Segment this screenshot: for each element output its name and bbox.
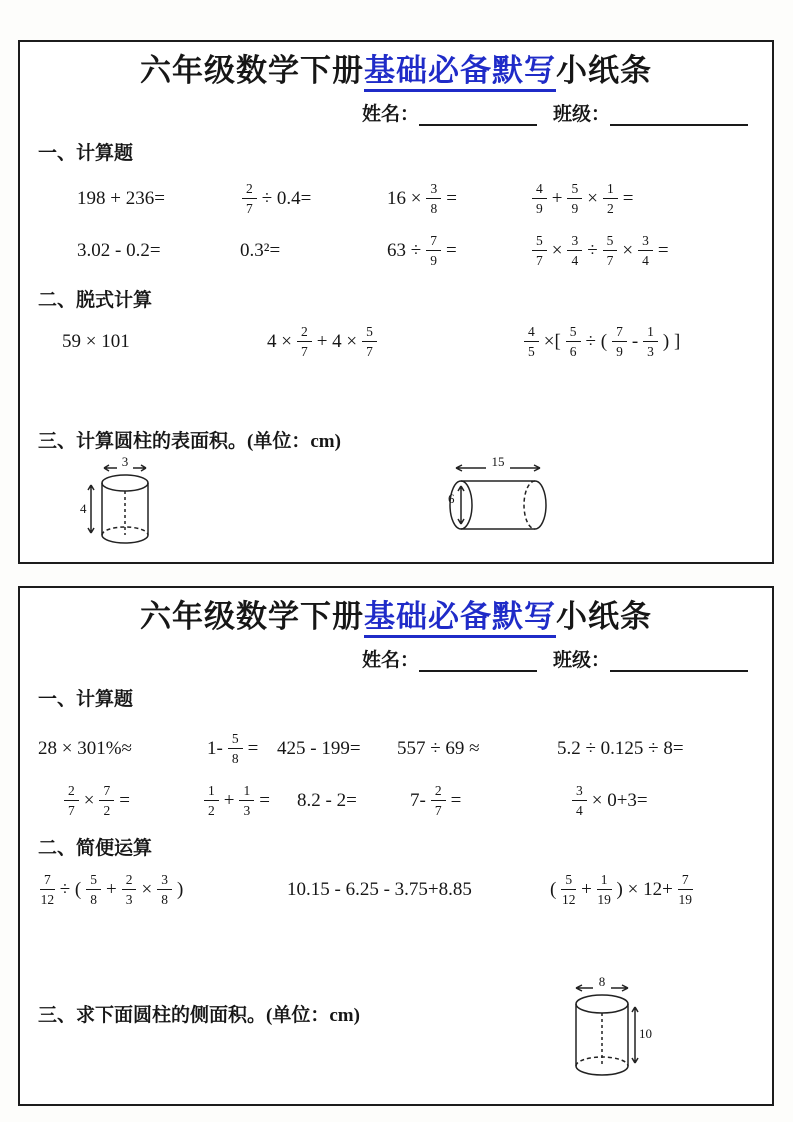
name-class-line <box>38 645 754 672</box>
math-text: 10.15 - 6.25 - 3.75+8.85 <box>287 878 472 900</box>
cylinder-figures-row <box>38 455 754 551</box>
cylinder-height-label: 10 <box>639 1025 652 1041</box>
math-text: × <box>587 187 598 209</box>
fraction: $\frac{1}{19}$ <box>597 872 611 907</box>
title-part-2: 小纸条 <box>556 599 652 634</box>
math-problem <box>387 177 530 221</box>
math-problem <box>387 229 530 273</box>
title-part-1: 六年级数学下册 <box>140 53 364 88</box>
title-highlight: 基础必备默写 <box>364 53 556 92</box>
worksheet-panel-1 <box>18 40 774 564</box>
cylinder-outline <box>450 465 546 529</box>
math-problem <box>570 779 754 823</box>
offhand-row <box>38 320 754 364</box>
worksheet-title <box>38 52 754 91</box>
fraction: $\frac{5}{7}$ <box>532 234 547 267</box>
fraction: $\frac{7}{9}$ <box>612 325 627 358</box>
math-problem <box>397 727 557 771</box>
vertical-cylinder-figure <box>562 976 658 1084</box>
section1-heading: 一、计算题 <box>38 142 134 164</box>
math-text: 3.02 - 0.2= <box>77 239 161 261</box>
fraction: $\frac{5}{7}$ <box>362 325 377 358</box>
math-text: = <box>247 737 259 759</box>
math-text: = <box>446 187 457 209</box>
fraction: $\frac{2}{7}$ <box>297 325 312 358</box>
math-text: = <box>119 789 130 811</box>
math-text: 8.2 - 2= <box>297 789 357 811</box>
fraction: $\frac{1}{2}$ <box>603 182 618 215</box>
math-text: 5.2 ÷ 0.125 ÷ 8= <box>557 737 684 759</box>
math-text: ) <box>176 878 184 900</box>
math-expression <box>267 325 379 358</box>
math-text: ÷ ( <box>585 330 608 352</box>
class-blank-line <box>610 104 748 126</box>
math-text: 63 ÷ <box>387 239 422 261</box>
math-problem <box>410 779 570 823</box>
fraction: $\frac{3}{4}$ <box>572 784 587 817</box>
name-blank-line <box>419 104 537 126</box>
fraction: $\frac{2}{7}$ <box>242 182 257 215</box>
math-expression <box>397 738 480 760</box>
section2-heading: 二、脱式计算 <box>38 289 153 311</box>
math-problem <box>297 779 410 823</box>
class-label: 班级： <box>552 649 610 671</box>
math-text: × <box>83 789 95 811</box>
offhand-row <box>38 868 754 912</box>
math-problem <box>557 727 754 771</box>
fraction: $\frac{5}{12}$ <box>561 872 576 907</box>
math-expression <box>77 240 161 262</box>
fraction: $\frac{1}{3}$ <box>643 325 658 358</box>
fraction: $\frac{2}{3}$ <box>122 873 137 906</box>
math-problem <box>38 868 287 912</box>
math-expression <box>38 738 132 760</box>
math-problem <box>38 727 207 771</box>
math-text: × <box>551 239 563 261</box>
math-expression <box>557 738 684 760</box>
math-expression <box>38 873 183 906</box>
math-problem <box>522 320 754 364</box>
calc-row-1 <box>38 727 754 771</box>
math-problem <box>207 727 277 771</box>
math-text: = <box>259 789 270 811</box>
cylinder-height-label: 4 <box>80 500 87 516</box>
title-part-1: 六年级数学下册 <box>140 599 364 634</box>
math-expression <box>530 182 633 215</box>
worksheet-panel-2 <box>18 586 774 1106</box>
cylinder-outline <box>88 465 148 543</box>
math-problem <box>77 229 240 273</box>
math-text: 198 + 236= <box>77 187 165 209</box>
math-expression <box>522 325 680 358</box>
math-text: × 0+3= <box>591 789 648 811</box>
math-expression <box>570 784 648 817</box>
name-class-line <box>38 99 754 126</box>
name-blank-line <box>419 650 537 672</box>
fraction: $\frac{5}{8}$ <box>86 873 101 906</box>
math-problem <box>277 727 397 771</box>
math-problem <box>240 177 387 221</box>
cylinder-diameter-label: 3 <box>121 454 129 469</box>
math-expression <box>77 188 165 210</box>
math-expression <box>287 879 472 901</box>
name-label: 姓名： <box>361 103 419 125</box>
cylinder-length-label: 15 <box>491 454 505 469</box>
math-problem <box>240 229 387 273</box>
cylinder-diameter-label: 8 <box>598 975 606 989</box>
math-expression <box>387 182 457 215</box>
math-problem <box>62 320 267 364</box>
math-expression <box>277 738 361 760</box>
math-text: 7- <box>410 789 426 811</box>
math-expression <box>410 784 461 817</box>
math-text: ( <box>550 878 557 900</box>
math-text: × <box>622 239 634 261</box>
class-blank-line <box>610 650 748 672</box>
fraction: $\frac{3}{8}$ <box>426 182 441 215</box>
math-text: ÷ ( <box>59 878 82 900</box>
fraction: $\frac{5}{8}$ <box>228 732 243 765</box>
math-text: 4 × <box>267 330 292 352</box>
fraction: $\frac{2}{7}$ <box>431 784 446 817</box>
fraction: $\frac{4}{9}$ <box>532 182 547 215</box>
fraction: $\frac{3}{4}$ <box>638 234 653 267</box>
math-problem <box>530 229 754 273</box>
math-text: 557 ÷ 69 ≈ <box>397 737 480 759</box>
title-highlight: 基础必备默写 <box>364 599 556 638</box>
math-text: 16 × <box>387 187 422 209</box>
math-text: + 4 × <box>316 330 358 352</box>
math-problem <box>267 320 522 364</box>
math-text: = <box>622 187 634 209</box>
math-expression <box>207 732 258 765</box>
math-text: ×[ <box>543 330 561 352</box>
math-text: 0.3²= <box>240 239 281 261</box>
math-expression <box>202 784 270 817</box>
math-expression <box>62 784 130 817</box>
fraction: $\frac{1}{2}$ <box>204 784 219 817</box>
math-problem <box>62 779 202 823</box>
fraction: $\frac{5}{6}$ <box>566 325 581 358</box>
math-text: 59 × 101 <box>62 330 130 352</box>
math-expression <box>240 240 280 262</box>
class-label: 班级： <box>552 103 610 125</box>
math-text: × <box>141 878 153 900</box>
math-text: ) × 12+ <box>616 878 673 900</box>
math-text: 425 - 199= <box>277 737 361 759</box>
math-problem <box>550 868 754 912</box>
name-label: 姓名： <box>361 649 419 671</box>
fraction: $\frac{7}{19}$ <box>678 872 692 907</box>
math-text: 1- <box>207 737 223 759</box>
section3-heading: 三、计算圆柱的表面积。(单位：cm) <box>38 430 341 452</box>
calc-row-2 <box>38 229 754 273</box>
section3-row <box>38 975 754 1084</box>
fraction: $\frac{7}{12}$ <box>40 872 55 907</box>
vertical-cylinder-figure <box>78 455 173 551</box>
math-expression <box>530 234 669 267</box>
math-text: = <box>445 239 457 261</box>
calc-row-1 <box>38 177 754 221</box>
math-text: - <box>631 330 639 352</box>
math-expression <box>240 182 311 215</box>
math-text: = <box>657 239 669 261</box>
math-expression <box>550 873 695 906</box>
math-problem <box>202 779 297 823</box>
title-part-2: 小纸条 <box>556 53 652 88</box>
math-problem <box>287 868 550 912</box>
math-text: ÷ 0.4= <box>261 187 312 209</box>
section3-heading: 三、求下面圆柱的侧面积。(单位：cm) <box>38 1004 360 1026</box>
fraction: $\frac{3}{8}$ <box>157 873 172 906</box>
fraction: $\frac{5}{7}$ <box>603 234 618 267</box>
math-problem <box>77 177 240 221</box>
math-text: + <box>581 878 592 900</box>
math-text: + <box>223 789 235 811</box>
fraction: $\frac{5}{9}$ <box>567 182 582 215</box>
math-text: + <box>551 187 563 209</box>
fraction: $\frac{3}{4}$ <box>567 234 582 267</box>
math-expression <box>62 331 130 353</box>
calc-row-2 <box>38 779 754 823</box>
math-expression <box>297 790 357 812</box>
fraction: $\frac{2}{7}$ <box>64 784 79 817</box>
fraction: $\frac{7}{9}$ <box>426 234 441 267</box>
math-text: = <box>450 789 462 811</box>
fraction: $\frac{4}{5}$ <box>524 325 539 358</box>
math-text: ÷ <box>587 239 598 261</box>
section1-heading: 一、计算题 <box>38 688 134 710</box>
math-text: ) ] <box>662 330 681 352</box>
cylinder-diameter-label: 6 <box>448 490 455 506</box>
horizontal-cylinder-figure <box>428 455 568 543</box>
math-expression <box>387 234 457 267</box>
fraction: $\frac{7}{2}$ <box>99 784 114 817</box>
worksheet-title <box>38 598 754 637</box>
section2-heading: 二、简便运算 <box>38 837 153 859</box>
math-text: + <box>106 878 117 900</box>
cylinder-outline <box>576 985 638 1075</box>
math-text: 28 × 301%≈ <box>38 737 132 759</box>
math-problem <box>530 177 754 221</box>
fraction: $\frac{1}{3}$ <box>239 784 254 817</box>
